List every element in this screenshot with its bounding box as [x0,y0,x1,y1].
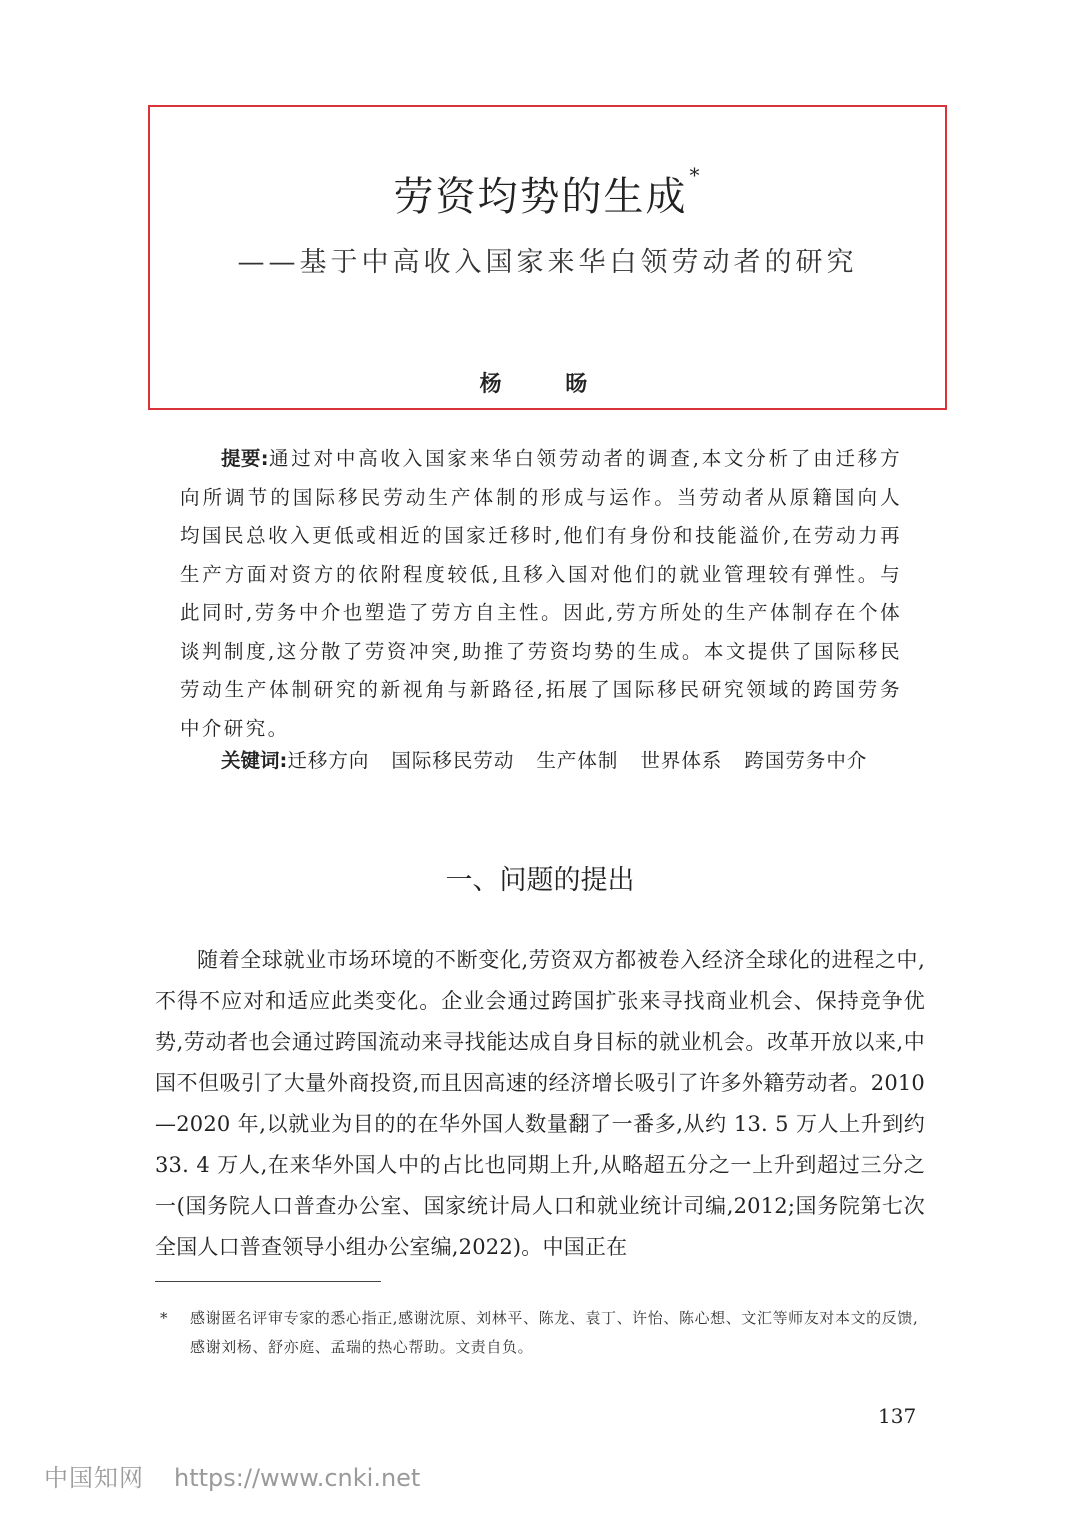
footnote-divider [155,1281,381,1282]
page-number: 137 [878,1404,917,1428]
body-paragraph: 随着全球就业市场环境的不断变化,劳资双方都被卷入经济全球化的进程之中,不得不应对和适应此类变化。企业会通过跨国扩张来寻找商业机会、保持竞争优势,劳动者也会通过跨国流动来寻找能达成自身目标的就业机会。改革开放以来,中国不但吸引了大量外商投资,而且因高速的经济增长吸引了许多外籍劳动者。2010—2020 年,以就业为目的的在华外国人数量翻了一番多,从约 13. 5 万人上升到约 33. 4 万人,在来华外国人中的占比也同期上升,从略超五分之一上升到超过三分之一(国务院人口普查办公室、国家统计局人口和就业统计司编,2012;国务院第七次全国人口普查领导小组办公室编,2022)。中国正在 [155,948,925,1259]
keyword: 世界体系 [640,749,723,772]
article-subtitle: ——基于中高收入国家来华白领劳动者的研究 [237,247,858,278]
watermark-url[interactable]: https://www.cnki.net [174,1464,421,1492]
keyword: 国际移民劳动 [391,749,515,772]
abstract [180,440,902,748]
title-box [148,105,947,410]
keywords [221,742,921,780]
title-footnote-mark[interactable]: * [689,163,702,187]
article-title [150,165,945,222]
abstract-text: 通过对中高收入国家来华白领劳动者的调查,本文分析了由迁移方向所调节的国际移民劳动生产体制的形成与运作。当劳动者从原籍国向人均国民总收入更低或相近的国家迁移时,他们有身份和技能溢价,在劳动力再生产方面对资方的依附程度较低,且移入国对他们的就业管理较有弹性。与此同时,劳务中介也塑造了劳方自主性。因此,劳方所处的生产体制存在个体谈判制度,这分散了劳资冲突,助推了劳资均势的生成。本文提供了国际移民劳动生产体制研究的新视角与新路径,拓展了国际移民研究领域的跨国劳务中介研究。 [180,447,902,740]
keywords-label: 关键词: [221,749,288,772]
footnote [160,1304,930,1362]
abstract-label: 提要: [221,447,269,470]
keyword: 生产体制 [536,749,619,772]
author-name: 杨 旸 [479,371,616,397]
article-title-text: 劳资均势的生成 [393,174,688,220]
keyword: 迁移方向 [287,749,370,772]
watermark [44,1458,420,1493]
watermark-brand: 中国知网 [44,1464,144,1492]
footnote-mark: * [160,1309,169,1327]
keyword: 跨国劳务中介 [744,749,868,772]
section-heading: 一、问题的提出 [445,865,635,896]
footnote-text: 感谢匿名评审专家的悉心指正,感谢沈原、刘林平、陈龙、袁丁、许怡、陈心想、文汇等师友对本文的反馈,感谢刘杨、舒亦庭、孟瑞的热心帮助。文责自负。 [190,1309,919,1356]
